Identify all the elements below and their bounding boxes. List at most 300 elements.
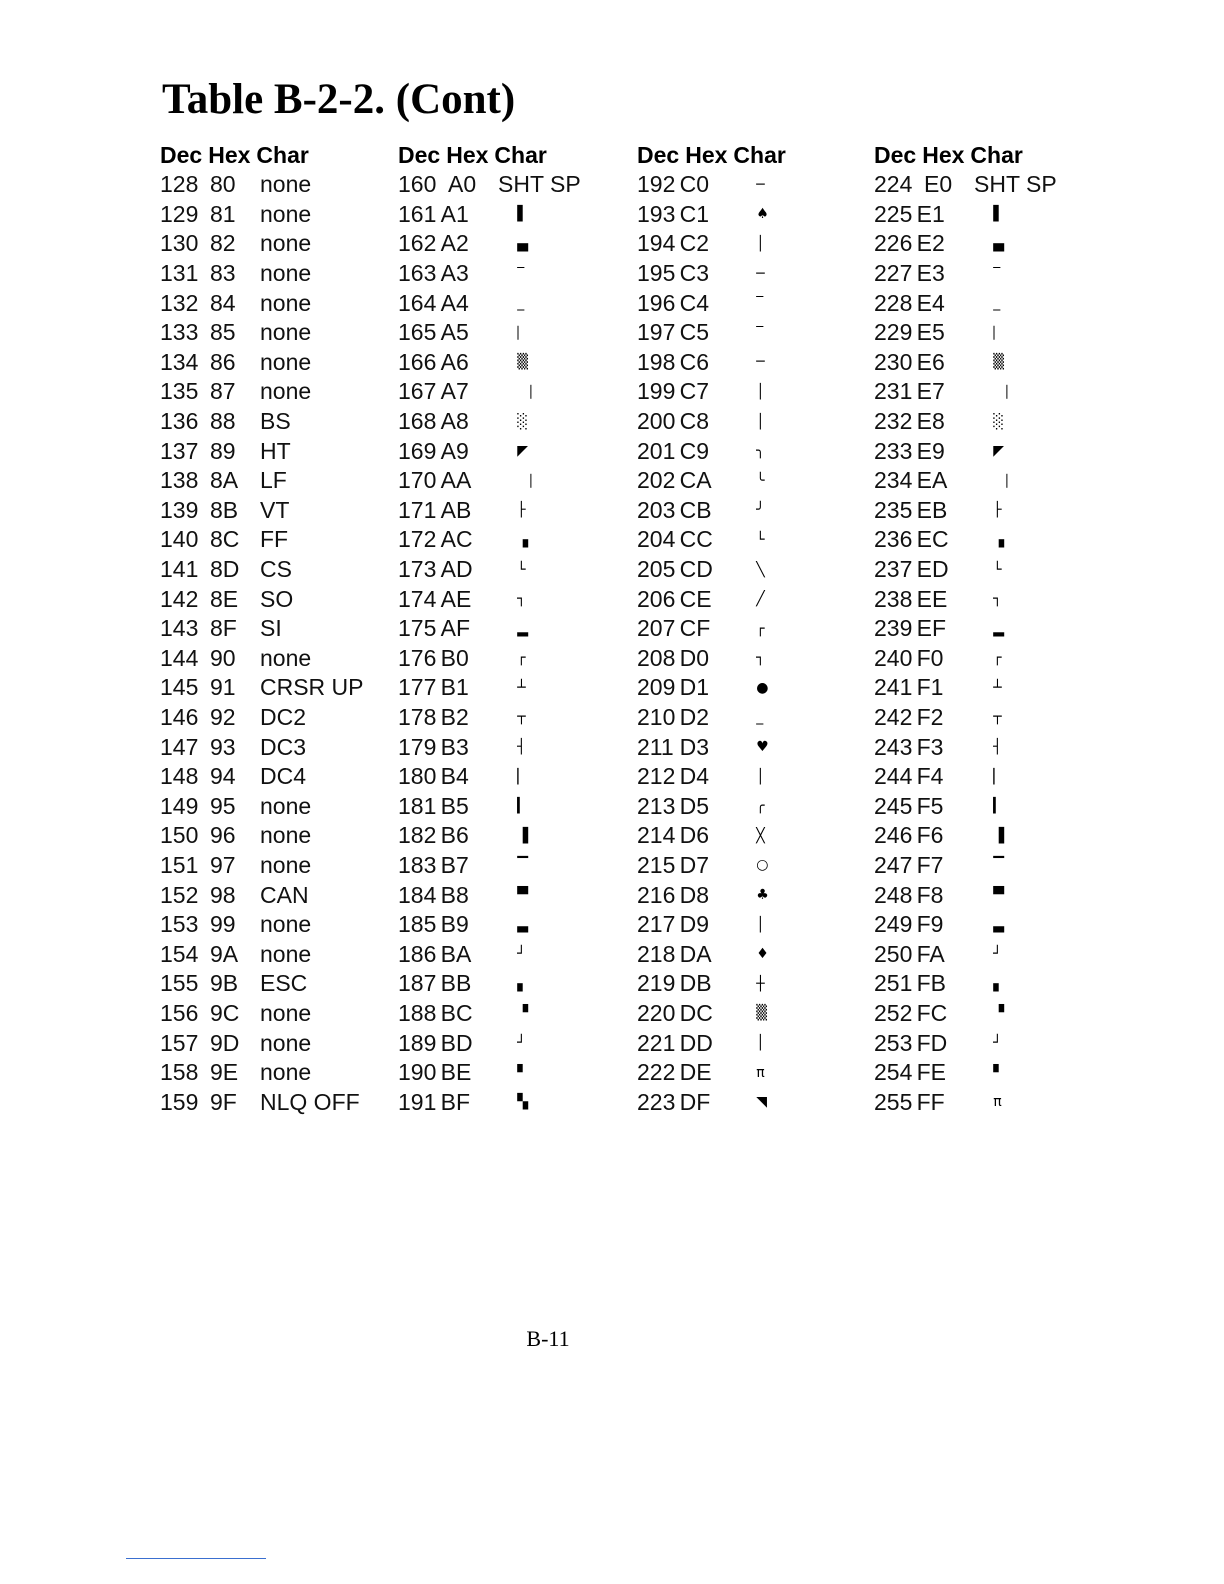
char-name: NLQ OFF [260,1088,360,1115]
dec-value: 235 [874,496,913,523]
hex-value: 8A [210,467,239,494]
dec-value: 160 [398,171,437,198]
dec-value: 245 [874,792,913,819]
char-glyph: ▃ [517,916,528,933]
table-row [874,407,1104,437]
dec-value: 200 [637,408,676,435]
hex-value: DF [679,1088,711,1115]
char-glyph: ▝ [517,1005,528,1022]
dec-value: 165 [398,319,437,346]
table-row [160,229,390,259]
hex-value: E9 [916,437,945,464]
table-row [874,496,1104,526]
hex-value: FA [916,940,945,967]
table-row [637,791,867,821]
dec-value: 195 [637,260,676,287]
char-glyph: ♥ [756,739,769,756]
header-dec: Dec [160,141,203,168]
dec-value: 212 [637,763,676,790]
hex-value: 98 [210,881,236,908]
table-row [874,673,1104,703]
hex-value: F7 [916,851,944,878]
char-name: none [260,260,312,287]
table-row [874,791,1104,821]
char-glyph: ┐ [756,650,765,667]
hex-value: B2 [440,703,469,730]
hex-value: 83 [210,260,236,287]
char-glyph: ▎ [993,798,1004,815]
char-glyph: ╰ [756,472,765,489]
dec-value: 151 [160,851,199,878]
hex-value: 93 [210,733,236,760]
hex-value: 8C [210,526,240,553]
dec-value: 213 [637,792,676,819]
hex-value: DA [679,940,712,967]
table-row [160,200,390,230]
dec-value: 248 [874,881,913,908]
table-row [398,229,628,259]
hex-value: B6 [440,822,469,849]
char-glyph: ◤ [993,443,1004,460]
char-name: none [260,171,312,198]
dec-value: 219 [637,970,676,997]
hex-value: A8 [440,408,469,435]
table-row [160,407,390,437]
dec-value: 232 [874,408,913,435]
table-row [637,525,867,555]
dec-value: 137 [160,437,199,464]
table-row [874,555,1104,585]
hex-value: CA [679,467,712,494]
char-glyph: ‾ [517,265,525,282]
table-row [637,200,867,230]
dec-value: 231 [874,378,913,405]
page-title: Table B-2-2. (Cont) [162,76,516,123]
dec-value: 163 [398,260,437,287]
hex-value: C8 [679,408,710,435]
header-dec: Dec [637,141,680,168]
hex-value: 80 [210,171,236,198]
dec-value: 193 [637,200,676,227]
table-row [398,525,628,555]
hex-value: AF [440,615,470,642]
table-row [398,791,628,821]
hex-value: A4 [440,289,469,316]
dec-value: 224 [874,171,913,198]
table-row [398,851,628,881]
hex-value: 91 [210,674,236,701]
char-name: none [260,911,312,938]
table-row [637,584,867,614]
table-row [637,496,867,526]
hex-value: E8 [916,408,945,435]
dec-value: 176 [398,644,437,671]
table-row [637,910,867,940]
char-glyph: ▖ [993,975,1004,992]
dec-value: 206 [637,585,676,612]
dec-value: 185 [398,911,437,938]
char-name: none [260,999,312,1026]
table-row [160,732,390,762]
dec-value: 161 [398,200,437,227]
table-row [874,466,1104,496]
header-char: Char [733,141,786,168]
footer-rule [126,1558,266,1559]
dec-value: 187 [398,970,437,997]
table-row [398,288,628,318]
char-name: none [260,1059,312,1086]
dec-value: 209 [637,674,676,701]
table-row [160,555,390,585]
table-row [398,939,628,969]
table-row [637,348,867,378]
dec-value: 158 [160,1059,199,1086]
dec-value: 227 [874,260,913,287]
dec-value: 252 [874,999,913,1026]
hex-value: D4 [679,763,710,790]
dec-value: 221 [637,1029,676,1056]
hex-value: C2 [679,230,710,257]
hex-value: EB [916,496,948,523]
char-glyph: ╲ [756,561,765,578]
char-glyph: └ [993,561,1002,578]
char-glyph: ⎹ [517,383,532,400]
hex-value: F0 [916,644,944,671]
dec-value: 128 [160,171,199,198]
table-column-4 [874,140,1104,1117]
hex-value: A2 [440,230,469,257]
table-row [398,407,628,437]
hex-value: CF [679,615,711,642]
char-glyph: ▐ [993,827,1004,844]
hex-value: AB [440,496,472,523]
table-row [874,170,1104,200]
char-glyph: ▝ [993,1005,1004,1022]
char-name: none [260,644,312,671]
dec-value: 190 [398,1059,437,1086]
hex-value: A3 [440,260,469,287]
hex-value: 8E [210,585,239,612]
char-glyph: ┐ [993,591,1002,608]
hex-value: DD [679,1029,713,1056]
char-name: DC2 [260,703,307,730]
hex-value: 86 [210,348,236,375]
hex-value: 9C [210,999,240,1026]
table-row [874,851,1104,881]
table-row [637,644,867,674]
dec-value: 250 [874,940,913,967]
char-name: none [260,348,312,375]
hex-value: CE [679,585,712,612]
hex-value: FB [916,970,946,997]
dec-value: 155 [160,970,199,997]
hex-value: CC [679,526,713,553]
table-column-1 [160,140,390,1117]
hex-value: D3 [679,733,710,760]
char-glyph: ▃ [993,916,1004,933]
char-glyph: ◥ [756,1094,767,1111]
dec-value: 225 [874,200,913,227]
hex-value: D2 [679,703,710,730]
dec-value: 157 [160,1029,199,1056]
hex-value: ED [916,556,949,583]
table-row [160,1058,390,1088]
hex-value: 8B [210,496,239,523]
dec-value: 246 [874,822,913,849]
hex-value: 87 [210,378,236,405]
hex-value: B4 [440,763,469,790]
hex-value: E6 [916,348,945,375]
char-name: ESC [260,970,308,997]
dec-value: 249 [874,911,913,938]
char-name: HT [260,437,291,464]
hex-value: E7 [916,378,945,405]
table-row [398,555,628,585]
hex-value: A0 [448,171,477,198]
hex-value: 81 [210,200,236,227]
header-char: Char [494,141,547,168]
dec-value: 144 [160,644,199,671]
char-glyph: ▏ [517,768,528,785]
char-glyph: ‾ [756,324,764,341]
char-name: DC3 [260,733,307,760]
char-glyph: ▒ [517,354,528,371]
dec-value: 230 [874,348,913,375]
table-row [637,821,867,851]
char-glyph: ┴ [517,679,526,696]
char-glyph: ╳ [756,827,765,844]
dec-value: 208 [637,644,676,671]
dec-value: 198 [637,348,676,375]
char-glyph: ⎹ [993,383,1008,400]
dec-value: 203 [637,496,676,523]
table-row [398,318,628,348]
table-row [637,1058,867,1088]
char-glyph: ┘ [993,1035,1002,1052]
char-glyph: ▔ [993,857,1004,874]
hex-value: D9 [679,911,710,938]
dec-value: 141 [160,556,199,583]
hex-value: BF [440,1088,470,1115]
table-row [874,910,1104,940]
table-row [637,1087,867,1117]
dec-value: 149 [160,792,199,819]
table-row [398,1028,628,1058]
char-glyph: ◤ [517,443,528,460]
dec-value: 239 [874,615,913,642]
char-glyph: ○ [756,857,769,874]
dec-value: 204 [637,526,676,553]
table-row [637,969,867,999]
hex-value: AD [440,556,473,583]
table-row [637,407,867,437]
hex-value: BD [440,1029,473,1056]
table-row [160,910,390,940]
hex-value: 90 [210,644,236,671]
header-hex: Hex [208,141,251,168]
char-glyph: ▗ [993,531,1004,548]
hex-value: C4 [679,289,710,316]
char-glyph: │ [756,768,765,785]
dec-value: 237 [874,556,913,583]
char-glyph: ▄ [517,235,528,252]
table-row [398,703,628,733]
char-name: FF [260,526,289,553]
table-row [160,851,390,881]
hex-value: 8D [210,556,240,583]
table-row [160,1087,390,1117]
dec-value: 130 [160,230,199,257]
dec-value: 205 [637,556,676,583]
table-row [637,1028,867,1058]
dec-value: 132 [160,289,199,316]
char-glyph: ● [756,679,769,696]
table-row [398,377,628,407]
hex-value: B8 [440,881,469,908]
table-row [160,170,390,200]
table-row [398,969,628,999]
hex-value: F3 [916,733,944,760]
table-row [398,1058,628,1088]
dec-value: 166 [398,348,437,375]
char-name: none [260,940,312,967]
header-char: Char [970,141,1023,168]
dec-value: 139 [160,496,199,523]
table-row [398,170,628,200]
char-glyph: ╱ [756,591,765,608]
dec-value: 148 [160,763,199,790]
char-glyph: ♣ [756,887,769,904]
table-row [160,644,390,674]
hex-value: B5 [440,792,469,819]
char-glyph: ▌ [517,206,528,223]
table-row [160,466,390,496]
table-row [637,318,867,348]
hex-value: CD [679,556,713,583]
hex-value: 89 [210,437,236,464]
hex-value: 96 [210,822,236,849]
table-row [160,318,390,348]
char-glyph: ▂ [517,620,528,637]
char-glyph: ‾ [993,265,1001,282]
table-row [160,939,390,969]
table-row [874,288,1104,318]
hex-value: E0 [924,171,953,198]
table-row [874,229,1104,259]
dec-value: 226 [874,230,913,257]
char-name: SHT SP [498,171,581,198]
hex-value: F6 [916,822,944,849]
char-glyph: _ [517,295,525,312]
hex-value: C6 [679,348,710,375]
table-column-2 [398,140,628,1117]
dec-value: 192 [637,171,676,198]
table-row [160,821,390,851]
table-row [398,762,628,792]
dec-value: 242 [874,703,913,730]
hex-value: 99 [210,911,236,938]
hex-value: 84 [210,289,236,316]
hex-value: B1 [440,674,469,701]
char-glyph: ⎸ [993,324,1008,341]
header-hex: Hex [446,141,489,168]
dec-value: 168 [398,408,437,435]
dec-value: 134 [160,348,199,375]
table-row [637,377,867,407]
hex-value: DB [679,970,712,997]
table-row [398,496,628,526]
hex-value: 95 [210,792,236,819]
table-row [874,880,1104,910]
table-row [398,436,628,466]
char-glyph: ⎸ [517,324,532,341]
hex-value: 85 [210,319,236,346]
dec-value: 189 [398,1029,437,1056]
table-row [874,762,1104,792]
table-row [637,673,867,703]
char-glyph: ┐ [517,591,526,608]
table-row [160,377,390,407]
table-row [637,732,867,762]
char-glyph: │ [756,916,765,933]
char-glyph: │ [756,1035,765,1052]
char-glyph: ┤ [993,739,1002,756]
hex-value: B9 [440,911,469,938]
dec-value: 222 [637,1059,676,1086]
table-row [874,732,1104,762]
column-header [874,140,1104,170]
hex-value: 9E [210,1059,239,1086]
char-glyph: π [756,1064,765,1081]
char-glyph: ⎹ [993,472,1008,489]
char-glyph: ┌ [756,620,765,637]
table-row [398,614,628,644]
table-row [874,644,1104,674]
char-name: none [260,792,312,819]
hex-value: DC [679,999,713,1026]
hex-value: AE [440,585,472,612]
table-row [398,644,628,674]
hex-value: E4 [916,289,945,316]
dec-value: 169 [398,437,437,464]
hex-value: E3 [916,260,945,287]
hex-value: E5 [916,319,945,346]
dec-value: 247 [874,851,913,878]
dec-value: 216 [637,881,676,908]
hex-value: 9F [210,1088,237,1115]
char-glyph: ▎ [517,798,528,815]
dec-value: 164 [398,289,437,316]
table-row [637,762,867,792]
table-row [160,348,390,378]
dec-value: 201 [637,437,676,464]
hex-value: E2 [916,230,945,257]
hex-value: F1 [916,674,944,701]
char-glyph: π [993,1094,1002,1111]
hex-value: D8 [679,881,710,908]
dec-value: 191 [398,1088,437,1115]
hex-value: 94 [210,763,236,790]
char-glyph: ▖ [517,975,528,992]
table-row [874,318,1104,348]
dec-value: 244 [874,763,913,790]
char-glyph: │ [756,383,765,400]
hex-value: 9B [210,970,239,997]
table-row [637,259,867,289]
dec-value: 175 [398,615,437,642]
table-row [874,584,1104,614]
table-row [637,614,867,644]
